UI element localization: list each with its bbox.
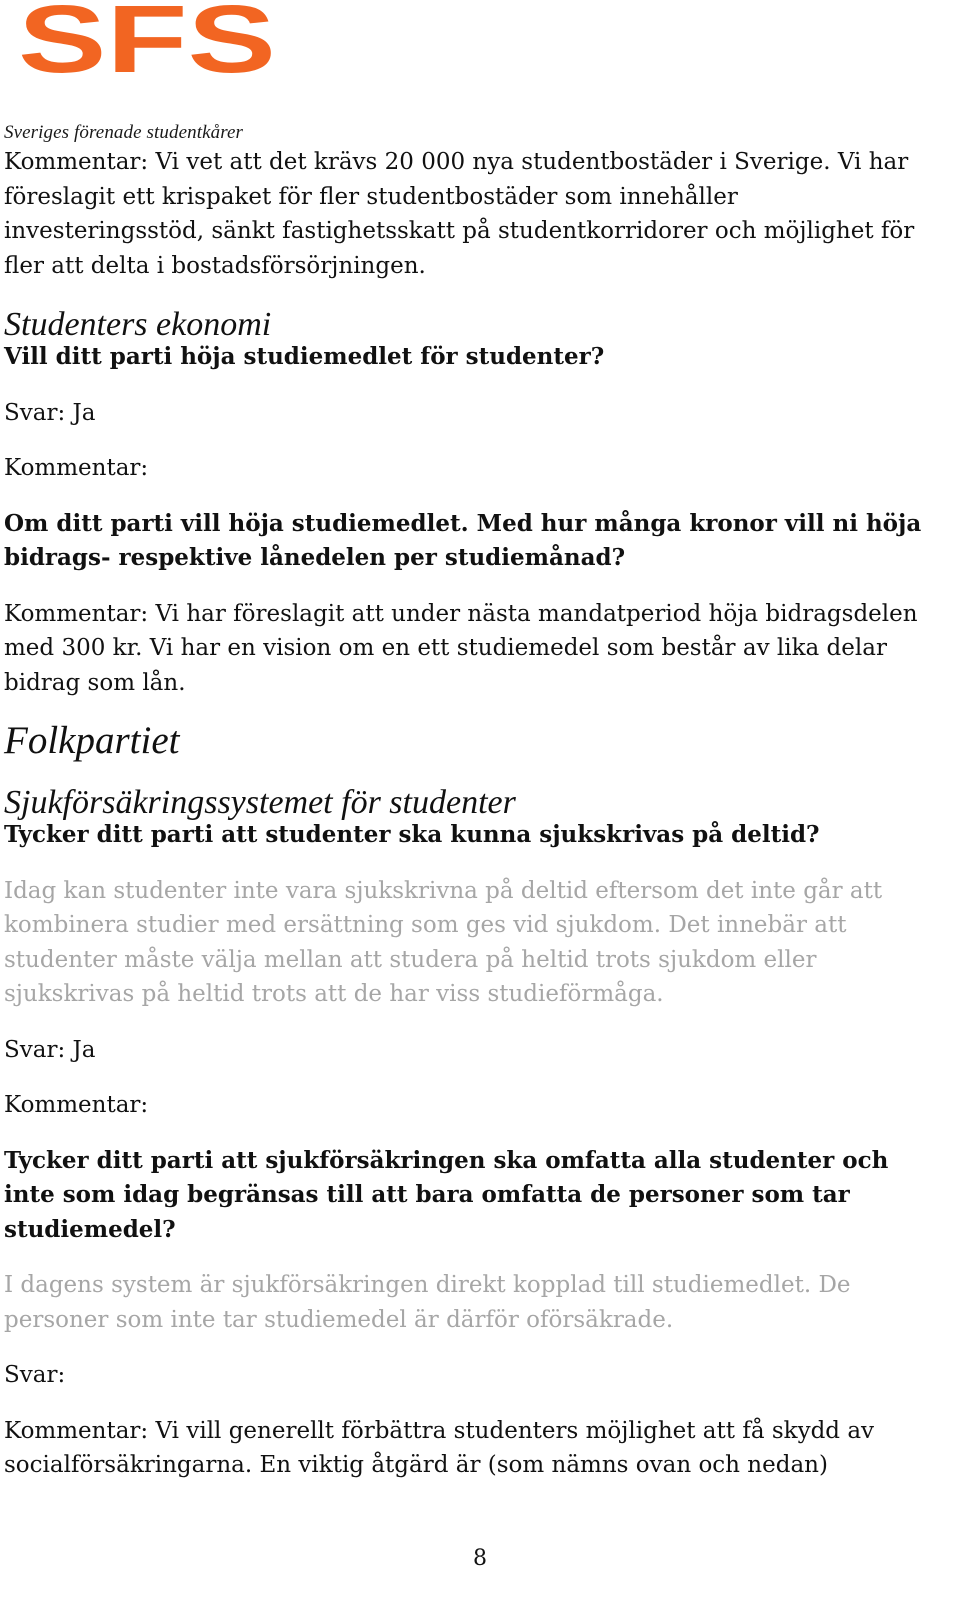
answer-text: Svar: Ja bbox=[4, 399, 96, 426]
comment-paragraph: Kommentar: Vi har föreslagit att under nästa mandatperiod höja bidragsdelen med 300 kr. Vi har en vision om en ett studiemedel som består av lika delar bidrag som lån. bbox=[4, 600, 918, 696]
question-heading: Vill ditt parti höja studiemedlet för studenter? bbox=[4, 343, 605, 370]
question-heading: Tycker ditt parti att studenter ska kunna sjukskrivas på deltid? bbox=[4, 821, 820, 848]
comment-label: Kommentar: bbox=[4, 455, 149, 481]
comment-paragraph: Kommentar: Vi vet att det krävs 20 000 nya studentbostäder i Sverige. Vi har föreslagit ett krispaket för fler studentbostäder som innehåller investeringsstöd, sänkt fastighetsskatt på studentkorridorer och möjlighet för fler att delta i bostadsförsörjningen. bbox=[4, 149, 915, 279]
question-heading: Tycker ditt parti att sjukförsäkringen ska omfatta alla studenter och inte som idag begränsas till att bara omfatta de personer som tar studiemedel? bbox=[4, 1146, 889, 1243]
section-heading-sjukforsakring: Sjukförsäkringssystemet för studenter bbox=[4, 784, 516, 821]
section-heading-ekonomi: Studenters ekonomi bbox=[4, 306, 272, 343]
question-heading: Om ditt parti vill höja studiemedlet. Med hur många kronor vill ni höja bidrags- respektive lånedelen per studiemånad? bbox=[4, 509, 922, 571]
sfs-logo bbox=[18, 2, 278, 76]
answer-text: Svar: bbox=[4, 1362, 66, 1388]
sfs-logo-text: SFS bbox=[18, 2, 276, 76]
answer-text: Svar: Ja bbox=[4, 1036, 96, 1063]
party-heading: Folkpartiet bbox=[4, 719, 180, 762]
info-paragraph: I dagens system är sjukförsäkringen direkt kopplad till studiemedlet. De personer som inte tar studiemedel är därför oförsäkrade. bbox=[4, 1272, 851, 1333]
logo-tagline: Sveriges förenade studentkårer bbox=[4, 122, 244, 143]
info-paragraph: Idag kan studenter inte vara sjukskrivna på deltid eftersom det inte går att kombinera studier med ersättning som ges vid sjukdom. Det innebär att studenter måste välja mellan att studera på heltid trots sjukdom eller sjukskrivas på heltid trots att de har viss studieförmåga. bbox=[4, 877, 883, 1007]
document-body bbox=[4, 145, 939, 1483]
comment-paragraph: Kommentar: Vi vill generellt förbättra studenters möjlighet att få skydd av socialförsäkringarna. En viktig åtgärd är (som nämns ovan och nedan) bbox=[4, 1417, 875, 1478]
comment-label: Kommentar: bbox=[4, 1092, 149, 1118]
page-number: 8 bbox=[473, 1546, 487, 1571]
